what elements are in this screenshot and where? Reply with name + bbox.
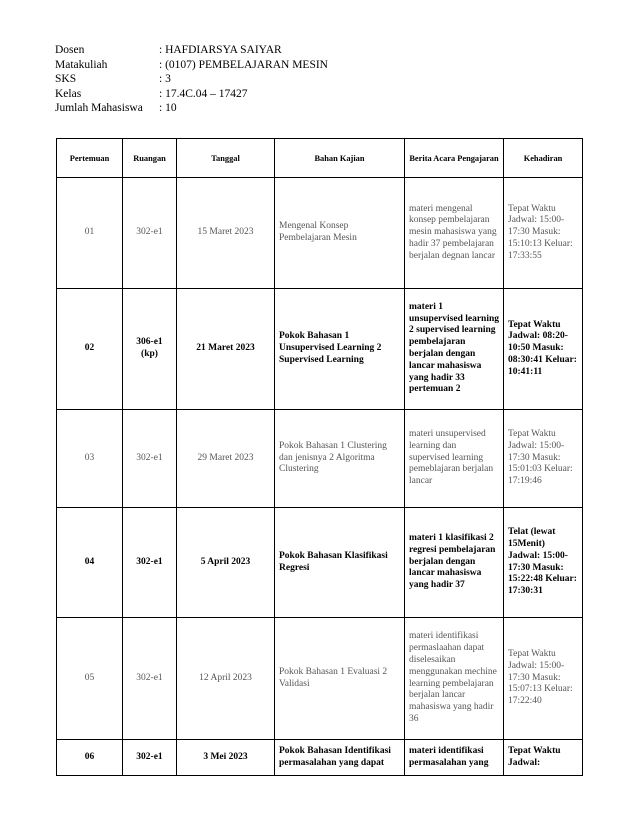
info-label: Kelas — [55, 87, 82, 100]
cell-pertemuan: 04 — [57, 508, 123, 618]
column-header-berita-acara: Berita Acara Pengajaran — [405, 139, 504, 178]
info-label: SKS — [55, 73, 77, 85]
info-label: Matakuliah — [55, 58, 108, 71]
cell-berita-acara: materi identifikasi permaslaahan dapat diselesaikan menggunakan mechine learning pembelajaran berjalan lancar mahasiswa yang hadir 36 — [405, 618, 504, 740]
cell-ruangan: 302-e1 — [123, 740, 177, 776]
cell-tanggal: 15 Maret 2023 — [177, 178, 275, 289]
cell-berita-acara: materi mengenal konsep pembelajaran mesin mahasiswa yang hadir 37 pembelajaran berjalan degnan lancar — [405, 178, 504, 289]
cell-ruangan: 302-e1 — [123, 618, 177, 740]
info-row-matakuliah — [55, 58, 328, 73]
cell-kehadiran: Telat (lewat 15Menit) Jadwal: 15:00-17:30 Masuk: 15:22:48 Keluar: 17:30:31 — [504, 508, 583, 618]
cell-pertemuan: 05 — [57, 618, 123, 740]
info-label: Dosen — [55, 44, 85, 56]
info-row-kelas — [55, 87, 328, 102]
table-header-row — [57, 139, 583, 178]
cell-tanggal: 21 Maret 2023 — [177, 289, 275, 410]
info-value: : HAFDIARSYA SAIYAR — [159, 44, 282, 56]
table-row — [57, 289, 583, 410]
cell-bahan-kajian: Pokok Bahasan Klasifikasi Regresi — [275, 508, 405, 618]
cell-bahan-kajian: Mengenal Konsep Pembelajaran Mesin — [275, 178, 405, 289]
info-row-dosen — [55, 43, 328, 58]
cell-tanggal: 3 Mei 2023 — [177, 740, 275, 776]
cell-kehadiran: Tepat Waktu Jadwal: 15:00-17:30 Masuk: 15:10:13 Keluar: 17:33:55 — [504, 178, 583, 289]
table-row — [57, 410, 583, 508]
info-value: : 17.4C.04 – 17427 — [159, 87, 248, 100]
column-header-tanggal: Tanggal — [177, 139, 275, 178]
column-header-kehadiran: Kehadiran — [504, 139, 583, 178]
cell-tanggal: 29 Maret 2023 — [177, 410, 275, 508]
column-header-bahan-kajian: Bahan Kajian — [275, 139, 405, 178]
info-row-jumlah-mahasiswa — [55, 101, 328, 116]
info-row-sks — [55, 72, 328, 87]
column-header-pertemuan: Pertemuan — [57, 139, 123, 178]
cell-berita-acara: materi identifikasi permasalahan yang — [405, 740, 504, 776]
attendance-table — [56, 138, 583, 776]
cell-bahan-kajian: Pokok Bahasan 1 Evaluasi 2 Validasi — [275, 618, 405, 740]
table-row — [57, 508, 583, 618]
table-row — [57, 740, 583, 776]
cell-bahan-kajian: Pokok Bahasan Identifikasi permasalahan yang dapat — [275, 740, 405, 776]
course-info — [55, 43, 328, 116]
cell-ruangan: 302-e1 — [123, 410, 177, 508]
cell-ruangan: 302-e1 — [123, 178, 177, 289]
cell-kehadiran: Tepat Waktu Jadwal: 15:00-17:30 Masuk: 15:07:13 Keluar: 17:22:40 — [504, 618, 583, 740]
cell-bahan-kajian: Pokok Bahasan 1 Clustering dan jenisnya 2 Algoritma Clustering — [275, 410, 405, 508]
info-value: : 10 — [159, 102, 177, 114]
cell-kehadiran: Tepat Waktu Jadwal: 15:00-17:30 Masuk: 15:01:03 Keluar: 17:19:46 — [504, 410, 583, 508]
cell-pertemuan: 06 — [57, 740, 123, 776]
cell-tanggal: 5 April 2023 — [177, 508, 275, 618]
cell-tanggal: 12 April 2023 — [177, 618, 275, 740]
table-row — [57, 618, 583, 740]
info-value: : (0107) PEMBELAJARAN MESIN — [159, 58, 328, 71]
cell-berita-acara: materi 1 klasifikasi 2 regresi pembelajaran berjalan dengan lancar mahasiswa yang hadir 37 — [405, 508, 504, 618]
cell-pertemuan: 01 — [57, 178, 123, 289]
cell-bahan-kajian: Pokok Bahasan 1 Unsupervised Learning 2 Supervised Learning — [275, 289, 405, 410]
table-row — [57, 178, 583, 289]
cell-berita-acara: materi unsupervised learning dan supervised learning pemeblajaran berjalan lancar — [405, 410, 504, 508]
cell-ruangan: 306-e1 (kp) — [123, 289, 177, 410]
cell-ruangan: 302-e1 — [123, 508, 177, 618]
cell-kehadiran: Tepat Waktu Jadwal: — [504, 740, 583, 776]
cell-kehadiran: Tepat Waktu Jadwal: 08:20-10:50 Masuk: 08:30:41 Keluar: 10:41:11 — [504, 289, 583, 410]
cell-pertemuan: 02 — [57, 289, 123, 410]
info-value: : 3 — [159, 73, 171, 85]
info-label: Jumlah Mahasiswa — [55, 102, 143, 114]
cell-berita-acara: materi 1 unsupervised learning 2 supervised learning pembelajaran berjalan dengan lancar mahasiswa yang hadir 33 pertemuan 2 — [405, 289, 504, 410]
column-header-ruangan: Ruangan — [123, 139, 177, 178]
cell-pertemuan: 03 — [57, 410, 123, 508]
